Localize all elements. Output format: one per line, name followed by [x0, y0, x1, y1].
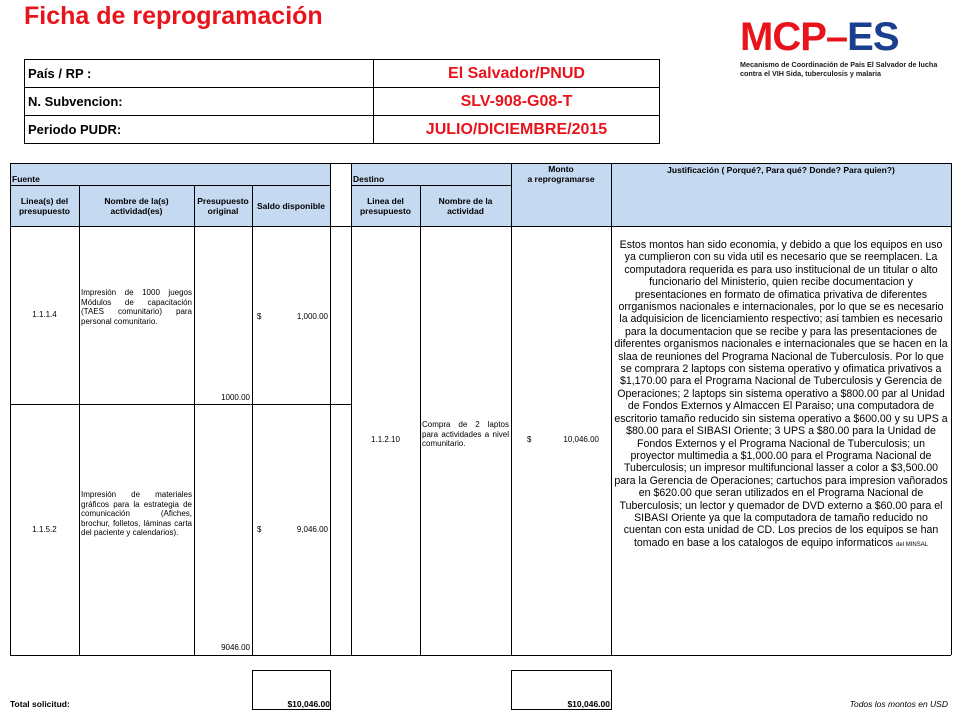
grid-line	[511, 163, 512, 655]
header-presupuesto: Presupuesto original	[197, 196, 249, 216]
header-saldo: Saldo disponible	[256, 201, 325, 211]
justificacion-body: Estos montos han sido economia, y debido a que los equipos en uso ya cumplieron con su vida util es necesario que se reemplacen. La computadora requerida es para uso institucional de un titular o alto funcionario del Ministerio, quien recibe documentacion y presentaciones en formato de ofimatica privativa de diferentes orrganismos nacionales e internacionales, por lo que se es necesario la adquisicion de licenciamiento respectivo; asi tambien es necesario para la documentacion que se recibe y para las presentaciones de diferentes organismos nacionales e internacionales que se hacen en la slaa de reuniones del Programa Nacional de Tuberculosis. Por lo que se comprara 2 laptops con sistema operativo y ofimatica privativos a $1,170.00 para el Programa Nacional de Tuberculosis y Gerencia de Operaciones; 2 laptops sin sistema operativo a $800.00 par al Unidad de Fondos Externos y Almaccen El Paraiso; una computadora de escritorio tamaño reducido sin sistema operativo a $600.00 y su UPS a $80.00 para el SIBASI Oriente; 3 UPS a $80.00 para la Unidad de Fondos Externos y el Programa Nacional de Tuberculosis; un proyector multimedia a $1,000.00 para el Programa Nacional de Tuberculosis; un impresor multifuncional lasser a color a $3,500.00 para la Gerencia de Operaciones; cartuchos para impresion vañorados en $620.00 que seran utilizados en el Programa Nacional de Tuberculosis; un lector y quemador de DVD externo a $60.00 para el SIBASI Oriente ya que la computadora de tamaño reducido no cuentan con esta unidad de CD. Los precios de los equipos se han tomado en base a los catalogos de equipo informaticos	[614, 239, 948, 549]
row2-presupuesto: 9046.00	[221, 643, 250, 652]
grid-line	[351, 163, 352, 655]
total-label: Total solicitud:	[10, 699, 70, 709]
grid-line	[79, 185, 80, 655]
grid-line	[951, 163, 952, 655]
currency-note: Todos los montos en USD	[849, 699, 948, 709]
header-linea-fuente: Linea(s) del presupuesto	[18, 196, 70, 216]
info-label-pais: País / RP :	[25, 60, 374, 88]
grid-line	[330, 163, 331, 655]
total-monto: $10,046.00	[567, 699, 610, 709]
row1-nombre: Impresión de 1000 juegos Módulos de capacitación (TAES comunitario) para personal comunitario.	[81, 288, 192, 326]
grid-line	[351, 185, 511, 186]
row2-linea: 1.1.5.2	[32, 525, 57, 534]
logo-mark-right: ES	[847, 15, 899, 59]
row1-presupuesto: 1000.00	[221, 393, 250, 402]
grid-line	[252, 185, 253, 655]
header-fuente-bg	[10, 163, 330, 185]
logo-mark-dash: –	[825, 15, 848, 59]
grid-line	[10, 655, 951, 656]
header-justificacion: Justificación ( Porqué?, Para qué? Donde? Para quien?)	[667, 165, 895, 175]
monto-currency: $	[527, 435, 532, 444]
row1-linea: 1.1.1.4	[32, 310, 57, 319]
row1-saldo: 1,000.00	[296, 312, 328, 321]
header-linea-destino: Linea del presupuesto	[359, 196, 411, 216]
info-label-subvencion: N. Subvencion:	[25, 88, 374, 116]
info-value-periodo: JULIO/DICIEMBRE/2015	[374, 116, 660, 144]
header-destino: Destino	[353, 174, 385, 184]
row2-nombre: Impresión de materiales gráficos para la estrategia de comunicación (Afiches, brochur, folletos, láminas carta del paciente y calendarios).	[81, 490, 192, 537]
header-fuente: Fuente	[12, 174, 40, 184]
info-value-subvencion: SLV-908-G08-T	[374, 88, 660, 116]
justificacion-text	[612, 239, 950, 551]
row1-saldo-currency: $	[257, 312, 262, 321]
destino-nombre: Compra de 2 laptos para actividades a nivel comunitario.	[422, 420, 509, 448]
header-nombre-destino: Nombre de la actividad	[438, 196, 493, 216]
header-monto: Monto a reprogramarse	[527, 164, 595, 184]
logo-subtitle: Mecanismo de Coordinación de País El Salvador de lucha contra el VIH Sida, tuberculosis y malaria	[740, 60, 938, 78]
info-label-periodo: Periodo PUDR:	[25, 116, 374, 144]
total-saldo: $10,046.00	[287, 699, 330, 709]
grid-line	[10, 404, 351, 405]
grid-line	[10, 226, 951, 227]
grid-line	[194, 185, 195, 655]
info-value-pais: El Salvador/PNUD	[374, 60, 660, 88]
header-nombre-fuente: Nombre de la(s) actividad(es)	[104, 196, 169, 216]
destino-linea: 1.1.2.10	[371, 435, 400, 444]
monto-value: 10,046.00	[563, 435, 599, 444]
grid-line	[10, 163, 951, 164]
grid-line	[10, 163, 11, 655]
logo-mark-left: MCP	[740, 15, 826, 59]
row2-saldo-currency: $	[257, 525, 262, 534]
justificacion-tail: del MINSAL	[896, 541, 929, 548]
row2-saldo: 9,046.00	[296, 525, 328, 534]
page-title: Ficha de reprogramación	[24, 2, 323, 30]
grid-line	[420, 185, 421, 655]
grid-line	[10, 185, 330, 186]
